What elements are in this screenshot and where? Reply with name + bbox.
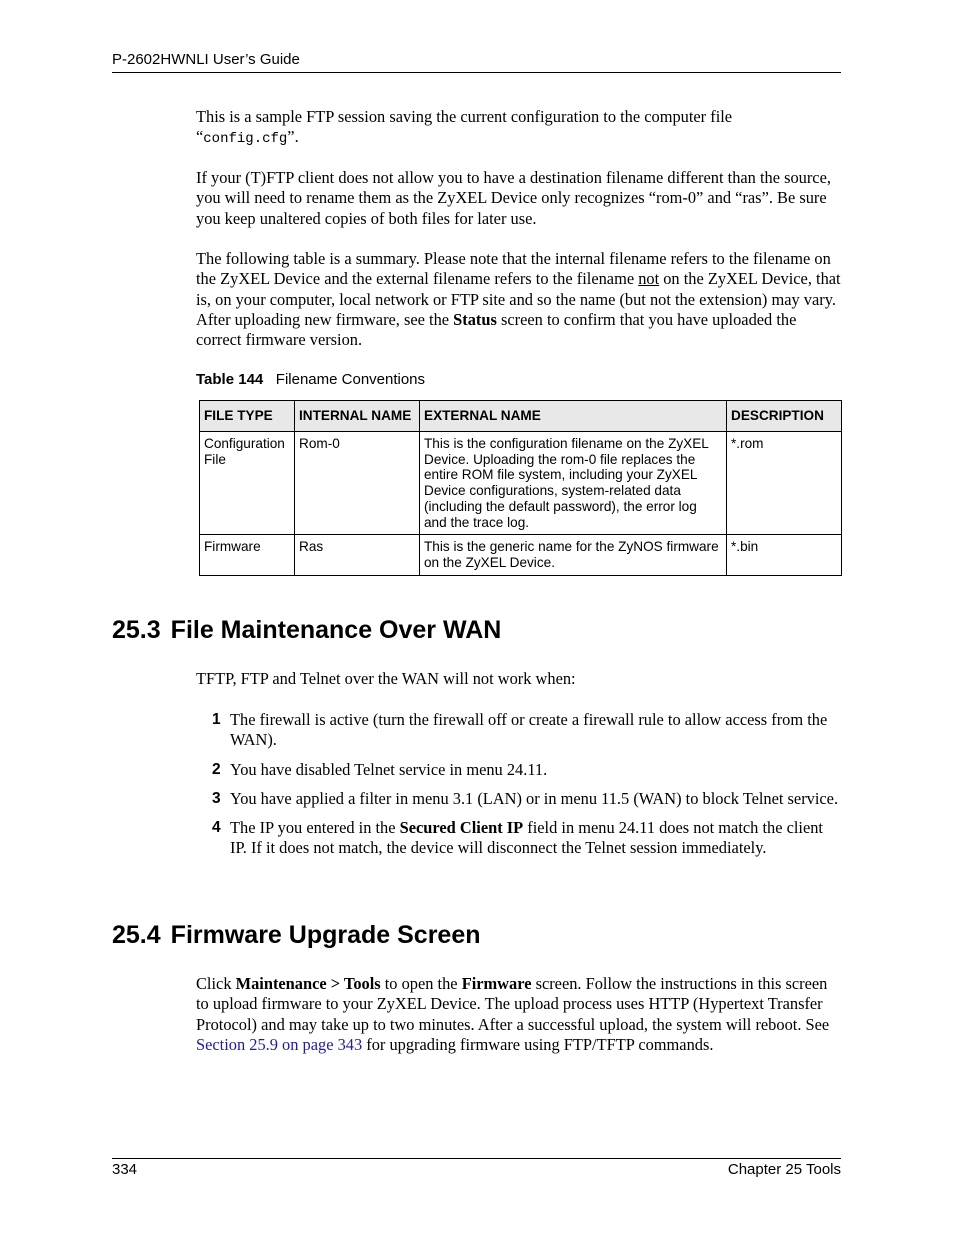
list-item [196,789,842,809]
section-25-4-paragraph [196,974,842,1055]
config-filename: config.cfg [203,131,288,148]
cell-external-name: This is the configuration filename on the ZyXEL Device. Uploading the rom-0 file replaces the entire ROM file system, including your ZyXEL Device configurations, system-related data (including the default password), the error log and the trace log. [420,432,727,535]
cell-description: *.rom [727,432,842,535]
header-internal-name: INTERNAL NAME [295,401,420,432]
cell-external-name: This is the generic name for the ZyNOS firmware on the ZyXEL Device. [420,535,727,575]
p-text-a: Click [196,974,236,993]
table-caption-title: Filename Conventions [275,371,426,388]
cell-internal-name: Ras [295,535,420,575]
section-title: File Maintenance Over WAN [170,616,502,644]
list-number: 2 [212,760,221,778]
intro-p3-a: The following table is a summary. Please note that the internal filename refers to the filename on the ZyXEL Device and the external filename refers to the filename [196,249,831,289]
cell-description: *.bin [727,535,842,575]
header-external-name: EXTERNAL NAME [420,401,727,432]
not-underlined: not [638,269,660,289]
list-number: 4 [212,819,221,837]
table-caption [196,371,425,388]
footer-rule [112,1158,841,1159]
secured-client-ip-bold: Secured Client IP [399,818,524,838]
filename-conventions-table [199,400,842,576]
page-number: 334 [112,1161,138,1178]
table-row [200,432,842,535]
list-item-text-a: The IP you entered in the [230,818,400,838]
table-caption-label: Table 144 [196,371,264,388]
section-heading-25-4 [112,921,481,950]
cell-file-type: Firmware [200,535,295,575]
header-file-type: FILE TYPE [200,401,295,432]
cell-internal-name: Rom-0 [295,432,420,535]
running-header: P-2602HWNLI User’s Guide [112,51,300,68]
intro-paragraph-1 [196,107,842,150]
quote-open: “ [196,127,204,147]
list-item-text: You have applied a filter in menu 3.1 (LAN) or in menu 11.5 (WAN) to block Telnet service. [230,788,839,808]
p-text-c: screen. Follow the instructions in this screen to upload firmware to your ZyXEL Device. The upload process uses HTTP (Hypertext Transfer Protocol) and may take up to two minutes. After a successful upload, the system will reboot. See [196,974,830,1034]
wan-conditions-list [196,710,842,859]
maintenance-tools-bold: Maintenance > Tools [235,974,381,993]
quote-close: ”. [287,127,299,147]
section-25-3-intro: TFTP, FTP and Telnet over the WAN will not work when: [196,669,576,688]
section-title: Firmware Upgrade Screen [170,921,481,949]
table-row [200,535,842,575]
p-text-d: for upgrading firmware using FTP/TFTP commands. [362,1034,714,1054]
section-number: 25.4 [112,921,161,949]
intro-paragraph-2: If your (T)FTP client does not allow you to have a destination filename different than the source, you will need to rename them as the ZyXEL Device only recognizes “rom-0” and “ras”. Be sure you keep unaltered copies of both files for later use. [196,168,831,228]
status-bold: Status [453,309,497,329]
list-item [196,818,842,859]
list-number: 1 [212,711,221,728]
cell-file-type: Configuration File [200,432,295,535]
list-item-text: The firewall is active (turn the firewall off or create a firewall rule to allow access from the WAN). [230,710,828,750]
list-item-text-b: field in menu 24.11 does not match the client IP. If it does not match, the device will disconnect the Telnet session immediately. [230,818,823,858]
intro-p3-b: on the ZyXEL Device, that is, on your computer, local network or FTP site and so the name (but not the extension) may vary. After uploading new firmware, see the [196,269,841,329]
firmware-bold: Firmware [461,974,532,993]
header-description: DESCRIPTION [727,401,842,432]
p-text-b: to open the [380,974,462,993]
list-item-text: You have disabled Telnet service in menu 24.11. [230,759,548,779]
intro-p1-text: This is a sample FTP session saving the current configuration to the computer file [196,107,733,126]
header-rule [112,72,841,73]
section-number: 25.3 [112,616,161,644]
section-heading-25-3 [112,616,501,645]
table-header-row [200,401,842,432]
chapter-label: Chapter 25 Tools [727,1161,841,1178]
list-number: 3 [212,789,221,807]
section-25-9-link[interactable]: Section 25.9 on page 343 [196,1034,363,1054]
list-item [196,710,842,751]
intro-p3-c: screen to confirm that you have uploaded the correct firmware version. [196,309,797,350]
intro-paragraph-3 [196,249,842,350]
list-item [196,760,842,780]
